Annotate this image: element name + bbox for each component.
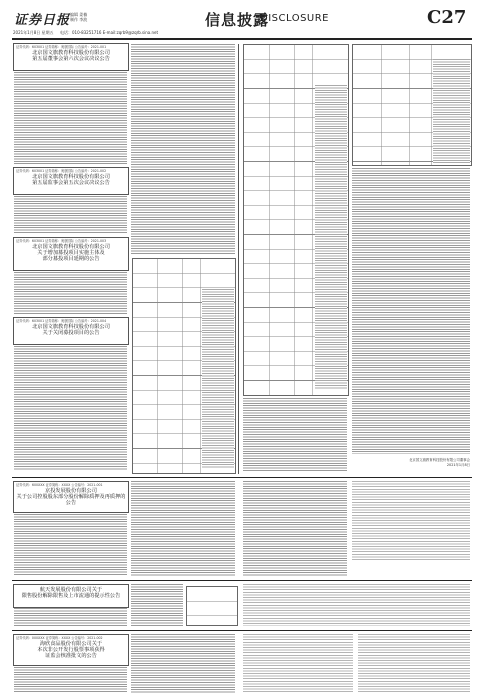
article-6-body-a: [14, 608, 127, 626]
masthead-date: 2021年1月8日 星期五: [13, 30, 54, 35]
article-3-title: 北京国文旗教育科技股份有限公司 关于增加募投项目实施主体及 部分募投项目延期的公告: [32, 244, 110, 263]
article-3-code: 证券代码：603001 证券简称：奥康国际 公告编号：2021-003: [16, 239, 107, 243]
article-3-body: [14, 272, 127, 314]
project-table-3-notes: [433, 59, 470, 163]
article-7-body-b: [131, 634, 235, 693]
project-table-1-notes: [202, 289, 234, 469]
article-4-header: [13, 317, 129, 345]
article-1-header: [13, 43, 129, 71]
article-7-code: 证券代码：000XXX 证券简称：XXXX 公告编号：2021-002: [16, 636, 103, 640]
column-4-body: [352, 168, 470, 454]
article-6-body-c: [243, 584, 470, 626]
column-divider: [238, 44, 239, 474]
article-2-code: 证券代码：603001 证券简称：奥康国际 公告编号：2021-002: [16, 169, 107, 173]
article-1-body: [14, 72, 127, 164]
page-number: C27: [427, 7, 467, 28]
article-4-title: 北京国文旗教育科技股份有限公司 关于关闭募投项目的公告: [32, 324, 110, 337]
masthead-contact: 电话：010-83251716 E-mail:zqrb9@zqrb.sina.net: [60, 30, 159, 35]
article-6-header: [13, 584, 129, 608]
article-5-header: [13, 481, 129, 513]
article-5-code: 证券代码：600XXX 证券简称：XXXX 公告编号：2021-001: [16, 483, 103, 487]
signature-date: 2021年1月8日: [446, 463, 470, 467]
article-7-body-c: [243, 634, 353, 693]
article-5-body-c: [243, 481, 347, 576]
project-table-3: [352, 44, 472, 166]
section-rule-2: [12, 580, 472, 581]
article-7-title: 海欣食品股份有限公司关于 本次非公开发行股票事项获得 证监会核准批文的公告: [37, 641, 105, 660]
article-6-table: [186, 586, 238, 626]
column-3-body: [243, 398, 347, 472]
column-1: [13, 43, 128, 473]
article-3-header: [13, 237, 129, 271]
project-table-2: [243, 44, 349, 396]
project-table-2-notes: [315, 85, 347, 390]
section-title-en: DISCLOSURE: [260, 13, 329, 24]
article-5-body-b: [131, 481, 235, 576]
article-5-title: 京投发展股份有限公司 关于公司控股股东部分股份解除质押及再质押的 公告: [16, 488, 126, 507]
column-2-body: [131, 44, 235, 254]
article-5-body-a: [14, 514, 127, 576]
article-7-header: [13, 634, 129, 666]
section-title: 信息披露: [205, 11, 270, 29]
article-4-body: [14, 346, 127, 471]
article-5-body-d: [352, 481, 470, 561]
article-2-title: 北京国文旗教育科技股份有限公司 第五届监事会第五次会议决议公告: [32, 174, 110, 187]
signature-company: 北京国文旗教育科技股份有限公司董事会: [408, 458, 470, 462]
article-4-code: 证券代码：603001 证券简称：奥康国际 公告编号：2021-004: [16, 319, 107, 323]
article-6-body-b: [131, 584, 183, 626]
masthead-rule: [12, 38, 472, 40]
project-table-1: [132, 258, 236, 474]
article-1-title: 北京国文旗教育科技股份有限公司 第五届董事会第六次会议决议公告: [32, 50, 110, 63]
section-rule-1: [12, 477, 472, 478]
article-7-body-d: [358, 634, 470, 693]
article-2-body: [14, 196, 127, 234]
section-rule-3: [12, 630, 472, 631]
masthead-designer: 制作 李波: [70, 17, 88, 22]
article-6-title: 航天发展股份有限公司关于 限售股份解除限售及上市流通的提示性公告: [21, 587, 121, 600]
article-2-header: [13, 167, 129, 195]
article-7-body-a: [14, 667, 127, 693]
newspaper-logo: 证券日报: [14, 13, 71, 28]
article-1-code: 证券代码：603001 证券简称：奥康国际 公告编号：2021-001: [16, 45, 107, 49]
masthead-editor: 编辑 姜楠: [70, 12, 88, 17]
